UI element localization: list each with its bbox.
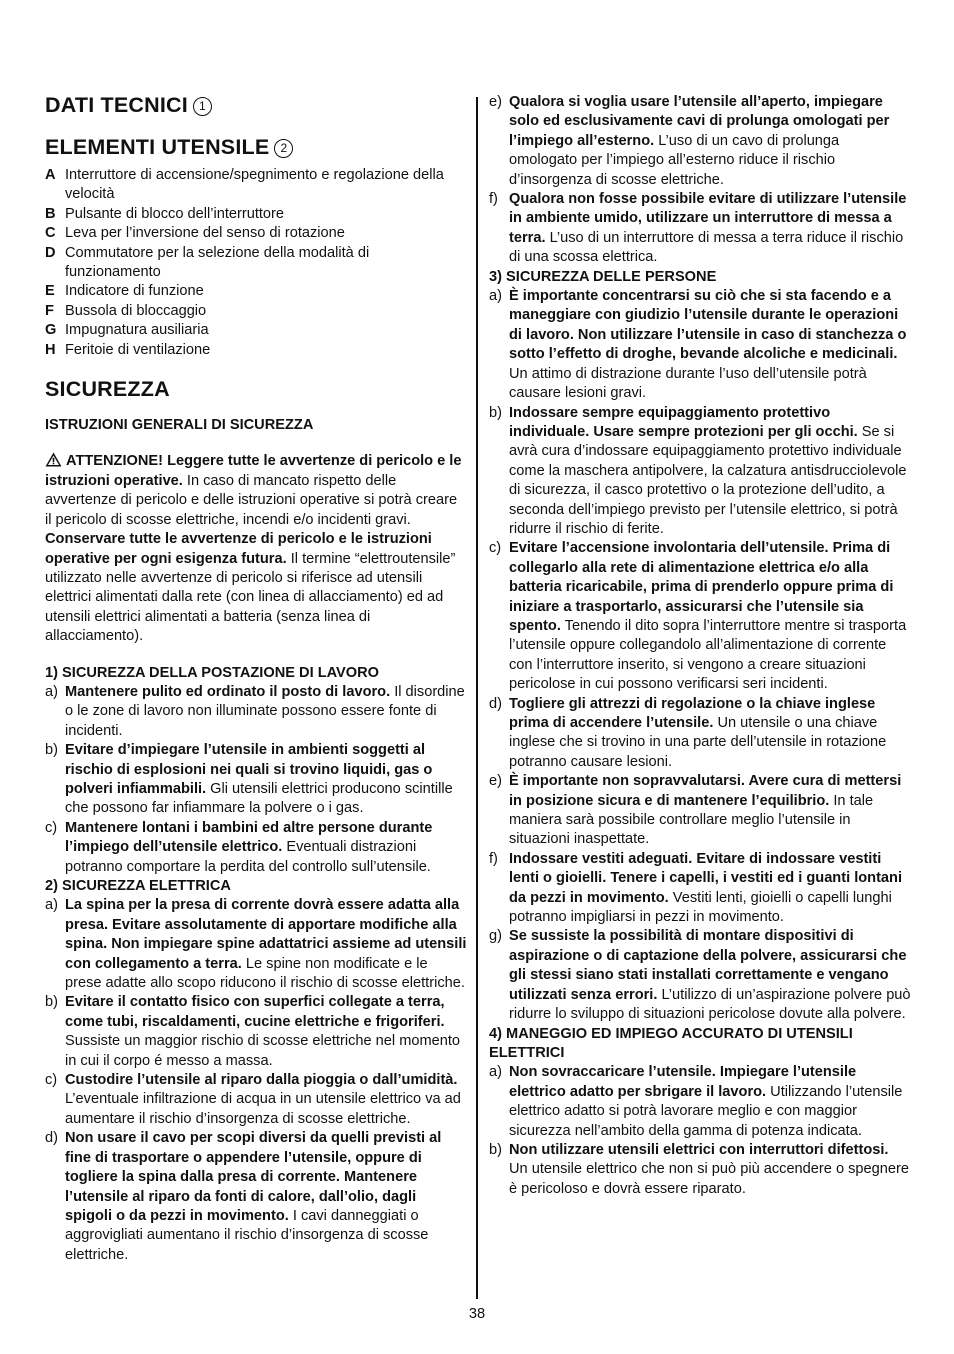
component-desc: Interruttore di accensione/spegnimento e regolazione della velocità: [65, 167, 444, 203]
item-bold: Mantenere lontani i bambini ed altre persone durante l’impiego dell’utensile elettrico.: [65, 819, 433, 856]
section-1-list: [45, 683, 467, 877]
component-key: C: [45, 225, 56, 242]
item-bold: Indossare vestiti adeguati. Evitare di indossare vestiti lenti o gioielli. Tenere i capelli, i vestiti ed i guanti lontani da pezzi in movimento.: [509, 850, 903, 906]
item-normal: In tale maniera sarà possibile controllare meglio l’utensile in situazioni inaspettate.: [509, 792, 874, 848]
item-normal: Un utensile elettrico che non si può più accendere o spegnere è pericoloso e dovrà essere riparato.: [509, 1161, 909, 1197]
component-item: [45, 321, 467, 340]
item-bold: Non sovraccaricare l’utensile. Impiegare l’utensile elettrico adatto per sbrigare il lavoro.: [509, 1064, 857, 1100]
item-normal: Un utensile o una chiave inglese che si trovino in una parte dell’utensile in rotazione potranno causare lesioni.: [509, 715, 887, 770]
item-letter: a): [489, 1064, 502, 1081]
item-text: [509, 772, 911, 850]
safety-title: SICUREZZA: [45, 377, 170, 402]
list-item: [45, 683, 467, 741]
list-item: [45, 993, 467, 1071]
item-letter: e): [489, 773, 502, 790]
item-normal: Sussiste un maggior rischio di scosse elettriche nel momento in cui il corpo é messo a massa.: [65, 1033, 461, 1069]
component-desc: Commutatore per la selezione della modalità di funzionamento: [65, 244, 370, 281]
item-text: [65, 1129, 467, 1265]
item-normal: I cavi danneggiati o aggrovigliati aumentano il rischio d’insorgenza di scosse elettriche.: [65, 1207, 429, 1263]
warning-text-1: In caso di mancato rispetto delle avvertenze di pericolo e delle istruzioni operative si potrà creare il pericolo di scosse elettriche, incendi e/o incidenti gravi.: [45, 472, 458, 528]
item-normal: Vestiti lenti, gioielli o capelli lunghi potranno impigliarsi in pezzi in movimento.: [509, 889, 892, 926]
specs-title: [45, 92, 467, 118]
item-normal: Gli utensili elettrici producono scintille che possono far infiammare la polvere o i gas.: [65, 780, 453, 817]
right-column: [489, 93, 911, 1199]
list-item: [45, 1129, 467, 1265]
column-divider: [476, 97, 478, 1299]
section-3-heading: 3) SICUREZZA DELLE PERSONE: [489, 268, 717, 285]
item-letter: b): [489, 404, 502, 421]
item-text: [65, 993, 467, 1071]
list-item: [489, 850, 911, 928]
list-item: [489, 190, 911, 268]
warning-bold-1: ATTENZIONE! Leggere tutte le avvertenze di pericolo e le istruzioni operative.: [45, 453, 462, 489]
list-item: [489, 404, 911, 540]
item-text: [509, 850, 911, 928]
item-normal: L’eventuale infiltrazione di acqua in un utensile elettrico va ad aumentare il rischio d’insorgenza di scosse elettriche.: [65, 1091, 461, 1127]
item-normal: Eventuali distrazioni potranno comportare la perdita del controllo sull’utensile.: [65, 839, 431, 875]
item-text: [65, 741, 467, 819]
item-letter: f): [489, 191, 498, 208]
item-text: [509, 93, 911, 190]
item-text: [509, 1063, 911, 1141]
item-normal: Utilizzando l’utensile elettrico adatto si potrà lavorare meglio e con maggior sicurezza nell’ambito della gamma di potenza indicata.: [509, 1083, 903, 1139]
components-list: [45, 166, 467, 360]
component-item: [45, 166, 467, 205]
list-item: [45, 819, 467, 877]
section-3-list: [489, 287, 911, 1024]
page-number: 38: [468, 1306, 486, 1322]
component-item: [45, 205, 467, 224]
item-text: [509, 287, 911, 403]
component-item: [45, 341, 467, 360]
item-normal: L’uso di un cavo di prolunga omologato per l’impiego all’esterno riduce il rischio d’insorgenza di scosse elettriche.: [509, 132, 840, 188]
item-letter: c): [45, 819, 58, 836]
item-bold: È importante non sopravvalutarsi. Avere cura di mettersi in posizione sicura e di mantenere l’equilibrio.: [509, 773, 902, 809]
item-bold: Qualora si voglia usare l’utensile all’aperto, impiegare solo ed esclusivamente cavi di prolunga omologati per l’impiego all’esterno.: [509, 94, 890, 149]
item-letter: b): [45, 994, 58, 1011]
left-column: [45, 88, 467, 1265]
item-normal: Un attimo di distrazione durante l’uso dell’utensile potrà causare lesioni gravi.: [509, 365, 867, 402]
list-item: [489, 93, 911, 190]
list-item: [45, 896, 467, 993]
item-bold: Mantenere pulito ed ordinato il posto di lavoro.: [65, 683, 391, 700]
item-letter: g): [489, 928, 502, 945]
list-item: [489, 539, 911, 694]
item-bold: Indossare sempre equipaggiamento protettivo individuale. Usare sempre protezioni per gli occhi.: [509, 404, 858, 440]
elements-title: [45, 134, 467, 160]
section-2-list-left: [45, 896, 467, 1265]
component-desc: Impugnatura ausiliaria: [65, 322, 209, 339]
component-desc: Pulsante di blocco dell’interruttore: [65, 205, 285, 222]
list-item: [489, 695, 911, 773]
item-letter: f): [489, 850, 498, 867]
component-desc: Leva per l’inversione del senso di rotazione: [65, 225, 345, 242]
item-letter: c): [489, 540, 502, 557]
section-4-list: [489, 1063, 911, 1199]
item-normal: L’utilizzo di un’aspirazione polvere può ridurre lo sviluppo di situazioni pericolose dovute alla polvere.: [509, 986, 911, 1023]
item-normal: Se si avrà cura d’indossare equipaggiamento protettivo individuale come la maschera antipolvere, la calzatura antisdrucciolevole di sicurezza, il casco protettivo o la protezione dell’udito, a seconda dell’impiego previsto per l’utensile elettrico, si potrà ridurre il rischio di ferite.: [509, 423, 907, 537]
component-desc: Feritoie di ventilazione: [65, 341, 211, 358]
list-item: [489, 772, 911, 850]
item-text: [509, 695, 911, 773]
item-bold: Togliere gli attrezzi di regolazione o la chiave inglese prima di accendere l’utensile.: [509, 695, 876, 731]
component-key: G: [45, 322, 57, 339]
general-safety-heading: ISTRUZIONI GENERALI DI SICUREZZA: [45, 417, 314, 434]
item-normal: Le spine non modificate e le prese adatte allo scopo riducono il rischio di scosse elettriche.: [65, 955, 465, 992]
item-normal: Tenendo il dito sopra l’interruttore mentre si trasporta l’utensile oppure collegandolo all’alimentazione di corrente con l’interruttore inserito, si vengono a creare situazioni pericolose in cui possono verificarsi seri incidenti.: [509, 617, 907, 693]
item-normal: L’uso di un interruttore di messa a terra riduce il rischio di una scossa elettrica.: [509, 229, 904, 266]
item-bold: Custodire l’utensile al riparo dalla pioggia o dall’umidità.: [65, 1072, 458, 1089]
item-text: [65, 1071, 467, 1129]
item-letter: b): [45, 742, 58, 759]
warning-triangle-icon: [45, 452, 62, 467]
item-normal: Il disordine o le zone di lavoro non illuminate possono essere fonte di incidenti.: [65, 683, 465, 739]
component-item: [45, 282, 467, 301]
specs-title-text: DATI TECNICI: [45, 93, 188, 117]
component-key: B: [45, 205, 56, 222]
item-letter: d): [45, 1130, 58, 1147]
section-2-heading: 2) SICUREZZA ELETTRICA: [45, 878, 231, 894]
component-key: E: [45, 283, 55, 300]
item-letter: a): [45, 683, 58, 700]
item-letter: a): [489, 288, 502, 305]
component-desc: Bussola di bloccaggio: [65, 302, 207, 319]
component-key: F: [45, 302, 54, 319]
component-item: [45, 302, 467, 321]
section-4-heading: 4) MANEGGIO ED IMPIEGO ACCURATO DI UTENSILI ELETTRICI: [489, 1025, 853, 1061]
list-item: [45, 1071, 467, 1129]
component-key: A: [45, 167, 56, 183]
item-text: [509, 539, 911, 694]
item-bold: La spina per la presa di corrente dovrà essere adatta alla presa. Evitare assolutamente di apportare modifiche alla spina. Non impiegare spine adattatrici assieme ad utensili con collegamento a terra.: [65, 897, 467, 972]
component-item: [45, 224, 467, 243]
item-letter: d): [489, 695, 502, 712]
warning-bold-2: Conservare tutte le avvertenze di pericolo e le istruzioni operative per ogni esigenza futura.: [45, 531, 432, 567]
item-bold: È importante concentrarsi su ciò che si sta facendo e a maneggiare con giudizio l’utensile durante le operazioni di lavoro. Non utilizzare l’utensile in caso di stanchezza o sotto l’effetto di droghe, bevande alcoliche e medicinali.: [509, 288, 907, 363]
item-letter: a): [45, 897, 58, 914]
item-bold: Evitare l’accensione involontaria dell’utensile. Prima di collegarlo alla rete di alimentazione elettrica e/o alla batteria ricaricabile, prima di prenderlo oppure prima di iniziare a trasportarlo, assicurarsi che l’utensile sia spento.: [509, 540, 894, 634]
component-item: [45, 244, 467, 283]
section-1-heading: 1) SICUREZZA DELLA POSTAZIONE DI LAVORO: [45, 664, 380, 681]
item-bold: Evitare il contatto fisico con superfici collegate a terra, come tubi, riscaldamenti, cucine elettriche e frigoriferi.: [65, 994, 445, 1030]
warning-text-2: Il termine “elettroutensile” utilizzato nelle avvertenze di pericolo si riferisce ad utensili elettrici alimentati dalla rete (con linea di allacciamento) ed ad utensili elettrici alimentati a batteria (senza linea di allacciamento).: [45, 550, 456, 645]
list-item: [489, 1063, 911, 1141]
figure-ref-1: 1: [193, 97, 212, 116]
warning-paragraph: [45, 452, 467, 646]
item-bold: Non usare il cavo per scopi diversi da quelli previsti al fine di trasportare o appendere l’utensile, oppure di togliere la spina dalla presa di corrente. Mantenere l’utensile al riparo da fonti di calore, dall’olio, dagli spigoli o da pezzi in movimento.: [65, 1130, 442, 1224]
item-letter: b): [489, 1141, 502, 1158]
item-bold: Evitare d’impiegare l’utensile in ambienti soggetti al rischio di esplosioni nei quali si trovino liquidi, gas o polveri infiammabili.: [65, 742, 433, 797]
item-letter: c): [45, 1072, 58, 1089]
list-item: [489, 1141, 911, 1199]
figure-ref-2: 2: [274, 139, 293, 158]
list-item: [489, 287, 911, 403]
item-text: [509, 927, 911, 1024]
elements-title-text: ELEMENTI UTENSILE: [45, 135, 270, 159]
item-bold: Qualora non fosse possibile evitare di utilizzare l’utensile in ambiente umido, utilizzare un interruttore di messa a terra.: [509, 191, 907, 246]
list-item: [45, 741, 467, 819]
item-text: [509, 404, 911, 540]
item-text: [65, 819, 467, 877]
section-2-list-right: [489, 93, 911, 268]
item-text: [509, 190, 911, 268]
item-letter: e): [489, 94, 502, 110]
item-text: [65, 683, 467, 741]
list-item: [489, 927, 911, 1024]
item-bold: Se sussiste la possibilità di montare dispositivi di aspirazione o di captazione della polvere, assicurarsi che gli stessi siano stati installati correttamente e vengano utilizzati senza errori.: [509, 928, 907, 1003]
item-text: [509, 1141, 911, 1199]
item-bold: Non utilizzare utensili elettrici con interruttori difettosi.: [509, 1141, 889, 1158]
component-key: D: [45, 244, 56, 261]
item-text: [65, 896, 467, 993]
component-desc: Indicatore di funzione: [65, 283, 204, 300]
component-key: H: [45, 341, 56, 358]
